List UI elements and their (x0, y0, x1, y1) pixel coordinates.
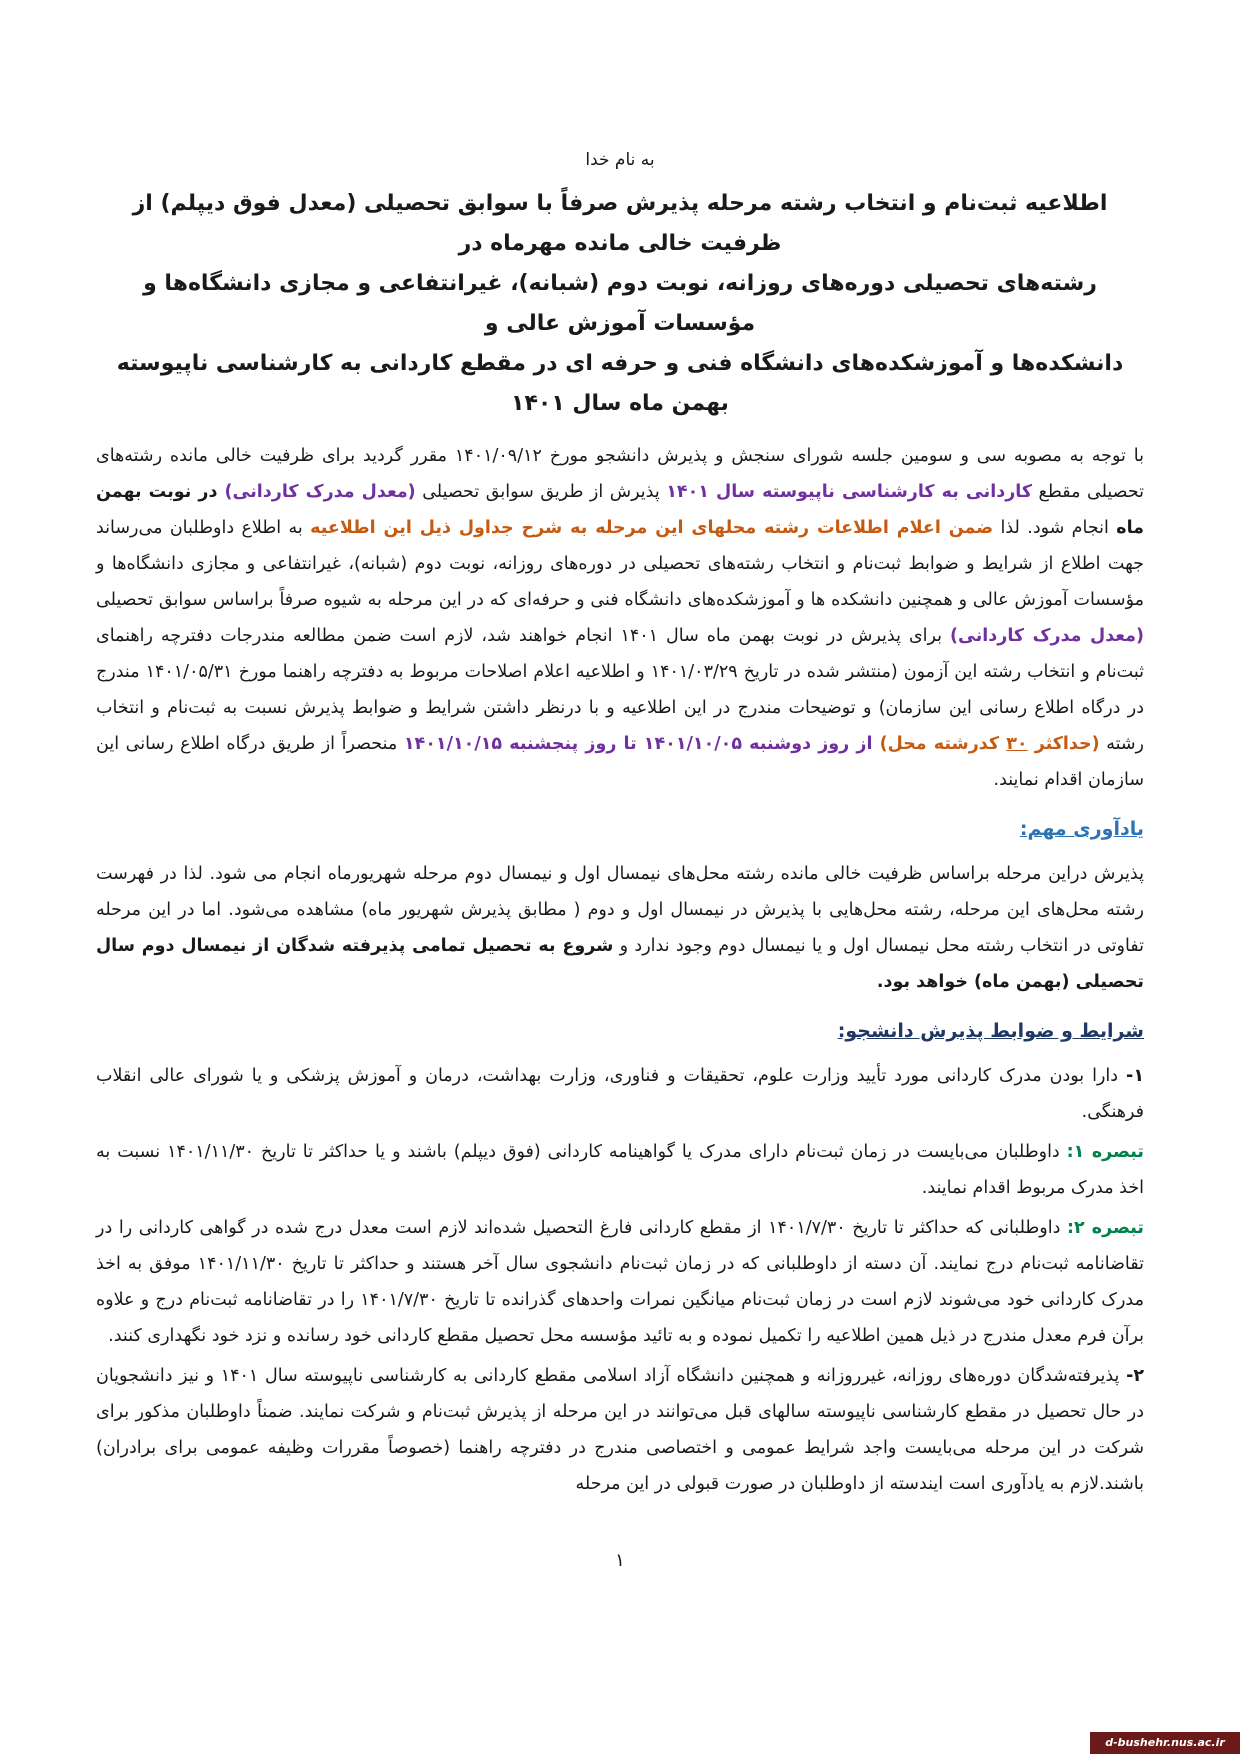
intro-highlight-max-close: کدرشته محل) (879, 734, 1007, 754)
site-watermark: d-bushehr.nus.ac.ir (1090, 1732, 1240, 1754)
condition-note-1-text: داوطلبان می‌بایست در زمان ثبت‌نام دارای مدرک یا گواهینامه کاردانی (فوق دیپلم) باشند و یا حداکثر تا تاریخ ۱۴۰۱/۱۱/۳۰ نسبت به اخذ مدرک مربوط اقدام نمایند. (96, 1142, 1144, 1198)
page-number: ۱ (615, 1550, 625, 1571)
intro-text-3: در نوبت بهمن ماه (96, 482, 1145, 538)
reminder-paragraph (96, 856, 1144, 1000)
reminder-bold: شروع به تحصیل تمامی پذیرفته شدگان از نیمسال دوم سال تحصیلی (بهمن ماه) خواهد بود. (96, 936, 1144, 992)
intro-highlight-tables: ضمن اعلام اطلاعات رشته محلهای این مرحله به شرح جداول ذیل این اطلاعیه (310, 518, 994, 538)
document-title (96, 184, 1144, 424)
intro-text-4: انجام شود. لذا (993, 518, 1117, 538)
condition-note-2-label: تبصره ۲: (1067, 1218, 1144, 1238)
intro-text-7: منحصراً از طریق درگاه اطلاع رسانی این سازمان اقدام نمایند. (96, 734, 1144, 790)
condition-item-2-number: ۲- (1126, 1366, 1145, 1386)
document-page (96, 150, 1144, 1502)
intro-text-1: با توجه به مصوبه سی و سومین جلسه شورای سنجش و پذیرش دانشجو مورخ ۱۴۰۱/۰۹/۱۲ مقرر گردید برای ظرفیت خالی مانده رشته‌های تحصیلی مقطع (96, 446, 1144, 502)
intro-highlight-dates: از روز دوشنبه ۱۴۰۱/۱۰/۰۵ تا روز پنجشنبه ۱۴۰۱/۱۰/۱۵ (403, 734, 880, 754)
intro-text-2: پذیرش از طریق سوابق تحصیلی (415, 482, 667, 502)
condition-item-2-text: پذیرفته‌شدگان دوره‌های روزانه، غیرروزانه و همچنین دانشگاه آزاد اسلامی مقطع کاردانی به کارشناسی ناپیوسته سال ۱۴۰۱ و نیز دانشجویان در حال تحصیل در مقطع کارشناسی ناپیوسته سالهای قبل می‌توانند در این مرحله از پذیرش ثبت‌نام و شرکت نمایند. ضمناً داوطلبان مذکور برای شرکت در این مرحله می‌بایست واجد شرایط عمومی و اختصاصی مندرج در دفترچه راهنما (خصوصاً مقررات وظیفه عمومی برای برادران) باشند.لازم به یادآوری است ایندسته از داوطلبان در صورت قبولی در این مرحله (96, 1366, 1144, 1494)
condition-note-1 (96, 1134, 1144, 1206)
title-line-2: رشته‌های تحصیلی دوره‌های روزانه، نوبت دوم (شبانه)، غیرانتفاعی و مجازی دانشگاه‌ها و مؤسسات آموزش عالی و (143, 271, 1097, 336)
basmala: به نام خدا (585, 150, 655, 170)
intro-highlight-gpa: (معدل مدرک کاردانی) (224, 482, 416, 502)
conditions-heading: شرایط و ضوابط پذیرش دانشجو: (837, 1020, 1144, 1042)
reminder-text: پذیرش دراین مرحله براساس ظرفیت خالی مانده رشته محل‌های نیمسال اول و نیمسال دوم مرحله شهریورماه انجام می شود. لذا در فهرست رشته محل‌های این مرحله، رشته محل‌هایی با پذیرش در نیمسال اول و دوم ( مطابق پذیرش شهریور ماه) مشاهده می‌شود. اما در این مرحله تفاوتی در انتخاب رشته محل نیمسال اول و یا نیمسال دوم وجود ندارد و (96, 864, 1144, 956)
intro-highlight-gpa-2: (معدل مدرک کاردانی) (950, 626, 1145, 646)
title-line-1: اطلاعیه ثبت‌نام و انتخاب رشته مرحله پذیرش صرفاً با سوابق تحصیلی (معدل فوق دیپلم) از ظرفیت خالی مانده مهرماه در (132, 191, 1108, 256)
intro-highlight-max-number: ۳۰ (1006, 734, 1028, 754)
reminder-heading: یادآوری مهم: (1019, 818, 1144, 840)
condition-note-2-text: داوطلبانی که حداکثر تا تاریخ ۱۴۰۱/۷/۳۰ از مقطع کاردانی فارغ التحصیل شده‌اند لازم است معدل درج شده در گواهی کاردانی را در تقاضانامه ثبت‌نام درج نمایند. آن دسته از داوطلبانی که در زمان ثبت‌نام دانشجوی سال آخر هستند و حداکثر تا تاریخ ۱۴۰۱/۱۱/۳۰ موفق به اخذ مدرک کاردانی خود می‌شوند لازم است در زمان ثبت‌نام میانگین نمرات واحدهای گذرانده تا تاریخ ۱۴۰۱/۷/۳۰ را در تقاضانامه ثبت‌نام درج و علاوه برآن فرم معدل مندرج در ذیل همین اطلاعیه را تکمیل نموده و به تائید مؤسسه محل تحصیل مقطع کاردانی خود رسانده و نزد خود نگهداری کنند. (96, 1218, 1144, 1346)
condition-item-1-text: دارا بودن مدرک کاردانی مورد تأیید وزارت علوم، تحقیقات و فناوری، وزارت بهداشت، درمان و آموزش پزشکی و یا شورای عالی انقلاب فرهنگی. (96, 1066, 1144, 1122)
condition-item-1 (96, 1058, 1144, 1130)
title-line-3: دانشکده‌ها و آموزشکده‌های دانشگاه فنی و حرفه ای در مقطع کاردانی به کارشناسی ناپیوسته بهمن ماه سال ۱۴۰۱ (116, 351, 1124, 416)
condition-item-1-number: ۱- (1126, 1066, 1144, 1086)
intro-highlight-degree: کاردانی به کارشناسی ناپیوسته سال ۱۴۰۱ (666, 482, 1033, 502)
condition-note-2 (96, 1210, 1144, 1354)
condition-note-1-label: تبصره ۱: (1066, 1142, 1145, 1162)
condition-item-2 (96, 1358, 1144, 1502)
intro-highlight-max-open: (حداکثر (1027, 734, 1100, 754)
intro-paragraph (96, 438, 1144, 798)
intro-text-5: به اطلاع داوطلبان می‌رساند جهت اطلاع از شرایط و ضوابط ثبت‌نام و انتخاب رشته‌های تحصیلی در دوره‌های روزانه، نوبت دوم (شبانه)، غیرانتفاعی و مجازی دانشگاه‌ها و مؤسسات آموزش عالی و همچنین دانشکده ها و آموزشکده‌های دانشگاه فنی و حرفه‌ای که در این مرحله به شیوه صرفاً براساس سوابق تحصیلی (96, 518, 1144, 610)
intro-text-6: برای پذیرش در نوبت بهمن ماه سال ۱۴۰۱ انجام خواهند شد، لازم است ضمن مطالعه مندرجات دفترچه راهنمای ثبت‌نام و انتخاب رشته این آزمون (منتشر شده در تاریخ ۱۴۰۱/۰۳/۲۹ و اطلاعیه اعلام اصلاحات مربوط به دفترچه راهنما مورخ ۱۴۰۱/۰۵/۳۱ مندرج در درگاه اطلاع رسانی این سازمان) و توضیحات مندرج در این اطلاعیه و با درنظر داشتن شرایط و ضوابط پذیرش نسبت به ثبت‌نام و انتخاب رشته (96, 626, 1145, 754)
